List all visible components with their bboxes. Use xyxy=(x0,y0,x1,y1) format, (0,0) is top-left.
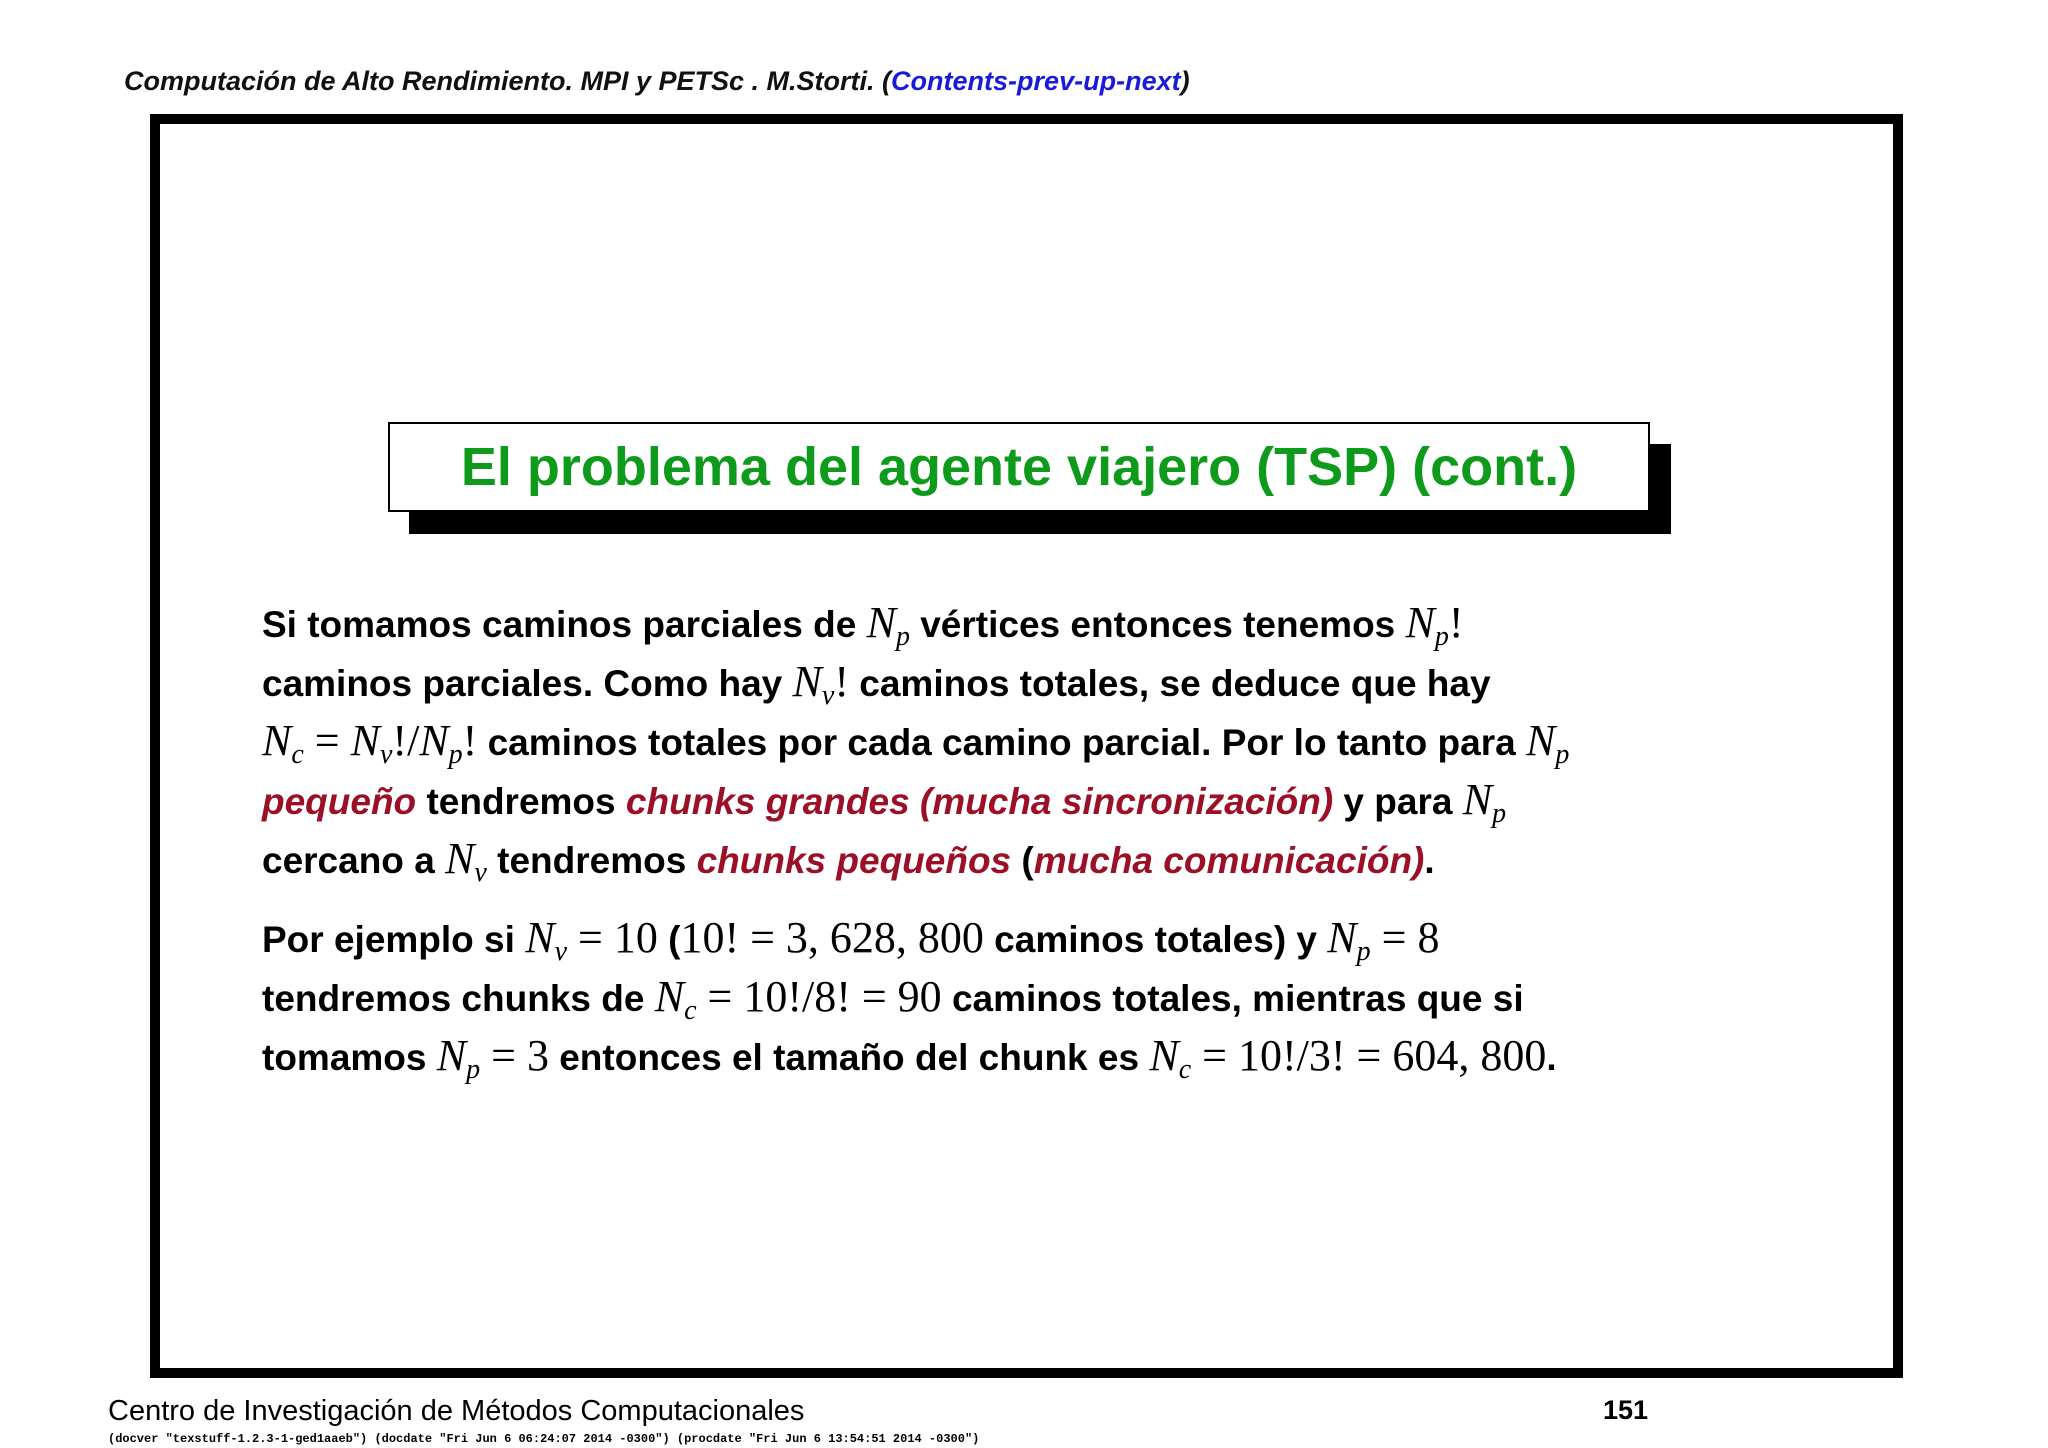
text: ( xyxy=(1011,840,1034,881)
text: tendremos xyxy=(416,781,626,822)
nav-contents-link[interactable]: Contents xyxy=(891,66,1009,96)
math-np-8: $N_p = 8$ xyxy=(1327,913,1440,967)
emphasis-text: chunks pequeños xyxy=(696,840,1012,881)
math-np-fact: $N_p$! xyxy=(1405,598,1464,652)
math-nv-fact: $N_v$! xyxy=(792,657,849,711)
math-np: $N_p$ xyxy=(1462,775,1507,829)
math-nv-10: $N_v = 10$ xyxy=(525,913,658,967)
text: . xyxy=(1424,840,1435,881)
text: caminos totales, mientras que si xyxy=(941,978,1524,1019)
nav-next-link[interactable]: next xyxy=(1125,66,1181,96)
nav-separator: - xyxy=(1116,66,1126,96)
footer-institution: Centro de Investigación de Métodos Computacionales xyxy=(108,1395,805,1427)
header-close-paren: ) xyxy=(1180,66,1190,96)
text: entonces el tamaño del chunk es xyxy=(548,1037,1150,1078)
nav-prev-link[interactable]: prev xyxy=(1017,66,1075,96)
slide-title-box xyxy=(388,422,1650,512)
math-np-3: $N_p = 3$ xyxy=(436,1031,549,1085)
running-header xyxy=(124,66,1190,97)
paragraph-1 xyxy=(262,594,1822,889)
math-nc-604800: $N_c = 10!/3$! = 604, 800 xyxy=(1149,1031,1547,1085)
emphasis-text: mucha comunicación) xyxy=(1033,840,1425,881)
math-nc-formula: $N_c = N_v!/N_p$! xyxy=(262,716,478,770)
text: tendremos chunks de xyxy=(262,978,655,1019)
slide-body xyxy=(262,594,1822,1106)
emphasis-text: chunks grandes (mucha sincronización) xyxy=(625,781,1334,822)
text: caminos totales, se deduce que hay xyxy=(849,663,1491,704)
page-number: 151 xyxy=(1603,1395,1649,1425)
footer-version-info: (docver "texstuff-1.2.3-1-ged1aaeb") (docdate "Fri Jun 6 06:24:07 2014 -0300") (procdate "Fri Jun 6 13:54:51 2014 -0300") xyxy=(108,1432,980,1446)
nav-up-link[interactable]: up xyxy=(1083,66,1117,96)
text: tendremos xyxy=(486,840,697,881)
math-nv: $N_v$ xyxy=(445,834,487,888)
paragraph-2 xyxy=(262,909,1822,1086)
text: . xyxy=(1546,1037,1557,1078)
math-np: $N_p$ xyxy=(866,598,910,652)
text: Por ejemplo si xyxy=(262,919,526,960)
math-nc-90: $N_c = 10!/8$! = 90 xyxy=(654,972,942,1026)
nav-separator: - xyxy=(1008,66,1018,96)
text: cercano a xyxy=(262,840,446,881)
text: y para xyxy=(1333,781,1463,822)
text: caminos totales por cada camino parcial. Por lo tanto para xyxy=(477,722,1526,763)
math-10-fact: 10! = 3, 628, 800 xyxy=(680,913,984,962)
slide-title: El problema del agente viajero (TSP) (cont.) xyxy=(460,437,1578,497)
text: ( xyxy=(657,919,681,960)
header-title: Computación de Alto Rendimiento. MPI y PETSc . M.Storti. ( xyxy=(124,66,892,96)
math-np: $N_p$ xyxy=(1525,716,1570,770)
text: vértices entonces tenemos xyxy=(909,604,1406,645)
text: Si tomamos caminos parciales de xyxy=(262,604,867,645)
nav-separator: - xyxy=(1074,66,1084,96)
text: caminos parciales. Como hay xyxy=(262,663,793,704)
text: tomamos xyxy=(262,1037,437,1078)
emphasis-text: pequeño xyxy=(262,781,417,822)
text: caminos totales) y xyxy=(983,919,1328,960)
